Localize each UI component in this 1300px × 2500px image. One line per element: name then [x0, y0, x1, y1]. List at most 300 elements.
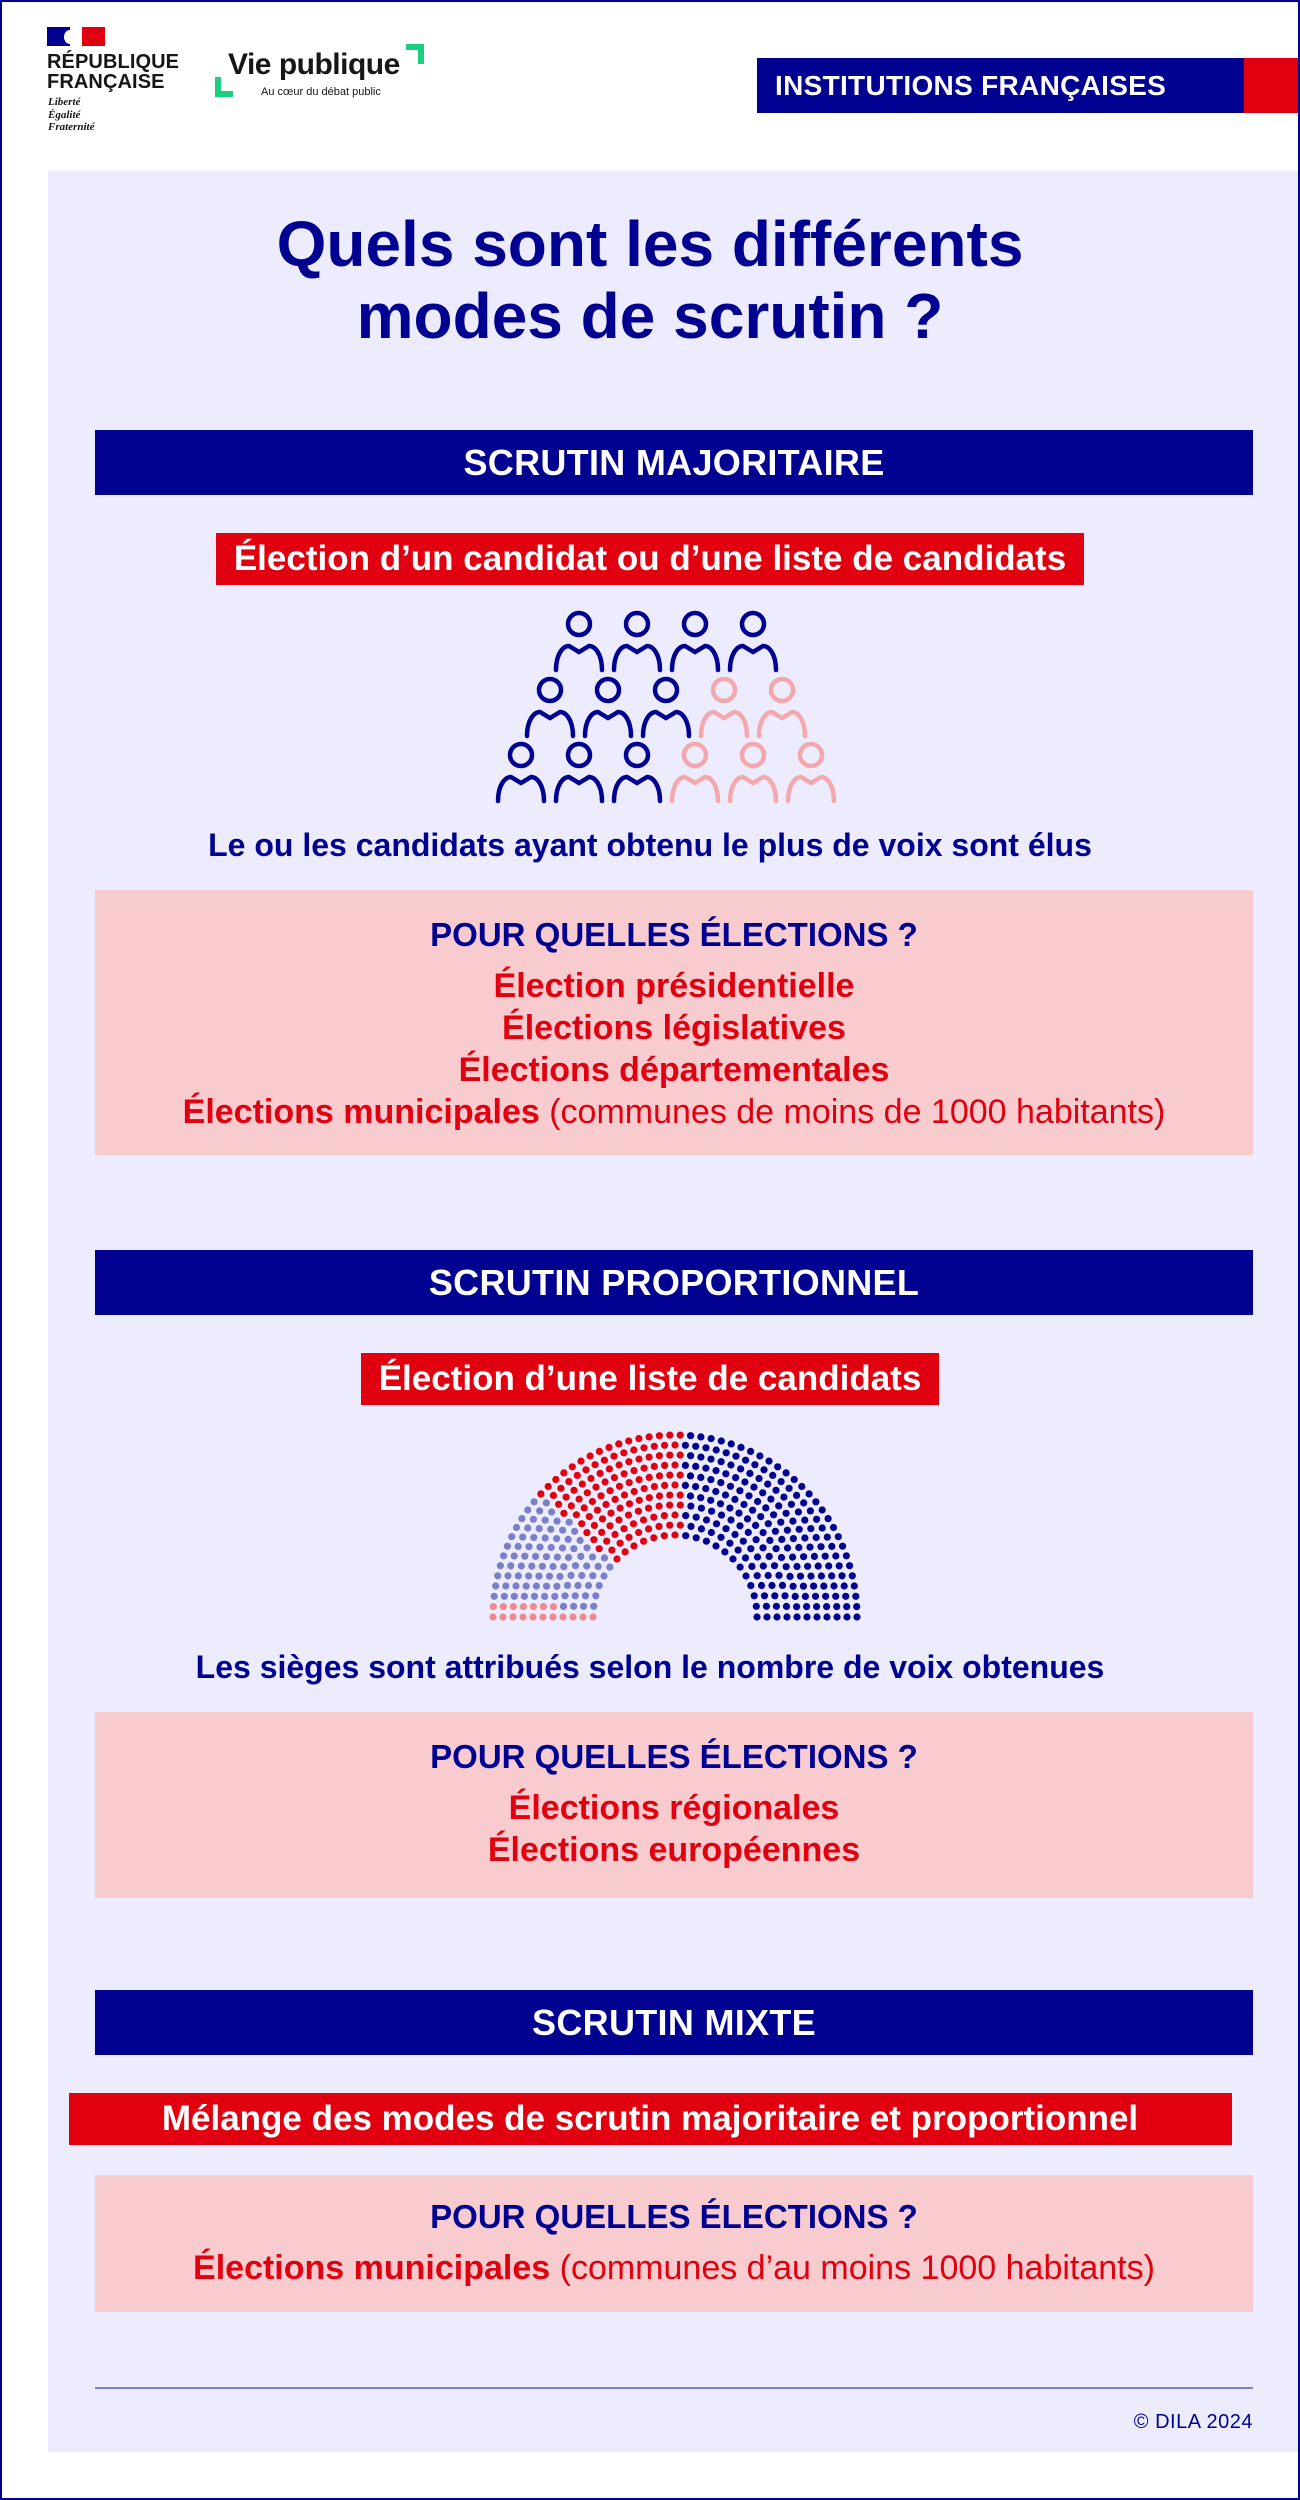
seat-dot	[511, 1593, 518, 1600]
seat-dot	[666, 1522, 673, 1529]
seat-dot	[800, 1583, 807, 1590]
seat-dot	[520, 1603, 527, 1610]
seat-dot	[591, 1522, 598, 1529]
seat-dot	[530, 1603, 537, 1610]
seat-dot	[507, 1562, 514, 1569]
seat-dot	[842, 1593, 849, 1600]
seat-dot	[597, 1470, 604, 1477]
category-label: INSTITUTIONS FRANÇAISES	[757, 58, 1244, 113]
seat-dot	[611, 1531, 618, 1538]
seat-dot	[590, 1603, 597, 1610]
seat-dot	[612, 1496, 619, 1503]
seat-dot	[793, 1603, 800, 1610]
seat-dot	[807, 1573, 814, 1580]
seat-dot	[598, 1529, 605, 1536]
seat-dot	[554, 1518, 561, 1525]
seat-dot	[646, 1454, 653, 1461]
seat-dot	[615, 1516, 622, 1523]
seat-dot	[651, 1463, 658, 1470]
seat-dot	[773, 1545, 780, 1552]
seat-dot	[671, 1481, 678, 1488]
seat-dot	[757, 1513, 764, 1520]
seat-dot	[852, 1593, 859, 1600]
seat-dot	[773, 1613, 780, 1620]
seat-dot	[656, 1492, 663, 1499]
seat-dot	[572, 1562, 579, 1569]
seat-dot	[491, 1593, 498, 1600]
seat-dot	[560, 1510, 567, 1517]
seat-dot	[687, 1523, 694, 1530]
seat-dot	[525, 1543, 532, 1550]
seat-dot	[605, 1444, 612, 1451]
seat-dot	[549, 1613, 556, 1620]
seat-dot	[532, 1553, 539, 1560]
seat-dot	[589, 1572, 596, 1579]
seat-dot	[620, 1525, 627, 1532]
seat-dot	[553, 1583, 560, 1590]
seat-dot	[838, 1572, 845, 1579]
seat-dot	[677, 1452, 684, 1459]
seat-dot	[813, 1603, 820, 1610]
seat-dot	[813, 1613, 820, 1620]
seat-dot	[764, 1481, 771, 1488]
label-wrap	[0, 2093, 1300, 2145]
seat-dot	[494, 1572, 501, 1579]
seat-dot	[492, 1582, 499, 1589]
seat-dot	[778, 1554, 785, 1561]
seat-dot	[745, 1529, 752, 1536]
section-label-proportionnel: Élection d’une liste de candidats	[361, 1353, 940, 1405]
seat-dot	[712, 1488, 719, 1495]
seat-dot	[543, 1553, 550, 1560]
seat-dot	[731, 1496, 738, 1503]
seat-dot	[804, 1563, 811, 1570]
seat-dot	[631, 1488, 638, 1495]
seat-dot	[736, 1487, 743, 1494]
election-item: Élections municipales (communes d’au moins 1000 habitants)	[193, 2249, 1155, 2287]
seat-dot	[596, 1448, 603, 1455]
seat-dot	[550, 1603, 557, 1610]
seat-dot	[822, 1553, 829, 1560]
seat-dot	[727, 1461, 734, 1468]
motto-fraternite: Fraternité	[48, 121, 95, 133]
seat-dot	[635, 1435, 642, 1442]
seat-dot	[707, 1456, 714, 1463]
seat-dot	[530, 1534, 537, 1541]
seat-dot	[742, 1572, 749, 1579]
seat-dot	[819, 1506, 826, 1513]
seat-dot	[525, 1572, 532, 1579]
seat-dot	[752, 1522, 759, 1529]
seat-dot	[606, 1465, 613, 1472]
seat-dot	[597, 1492, 604, 1499]
motto-egalite: Égalité	[48, 108, 81, 121]
seat-dot	[777, 1519, 784, 1526]
seat-dot	[585, 1582, 592, 1589]
seat-dot	[682, 1442, 689, 1449]
seat-dot	[817, 1543, 824, 1550]
seat-dot	[560, 1603, 567, 1610]
seat-dot	[790, 1535, 797, 1542]
seat-dot	[573, 1511, 580, 1518]
seat-dot	[807, 1525, 814, 1532]
seat-dot	[760, 1466, 767, 1473]
seat-dot	[722, 1470, 729, 1477]
seat-dot	[567, 1572, 574, 1579]
person-icon	[585, 679, 631, 736]
seat-dot	[783, 1603, 790, 1610]
seat-dot	[744, 1515, 751, 1522]
seat-dot	[751, 1592, 758, 1599]
seat-dot	[584, 1489, 591, 1496]
caption-proportionnel: Les sièges sont attribués selon le nombre de voix obtenues	[195, 1649, 1105, 1685]
seat-dot	[713, 1446, 720, 1453]
elections-question: POUR QUELLES ÉLECTIONS ?	[430, 1738, 918, 1775]
seat-dot	[801, 1534, 808, 1541]
seat-dot	[666, 1502, 673, 1509]
seat-dot	[539, 1563, 546, 1570]
caption-majoritaire: Le ou les candidats ayant obtenu le plus de voix sont élus	[208, 827, 1092, 863]
seat-dot	[640, 1538, 647, 1545]
seat-dot	[737, 1564, 744, 1571]
seat-dot	[537, 1490, 544, 1497]
seat-dot	[823, 1613, 830, 1620]
seat-dot	[697, 1474, 704, 1481]
seat-dot	[775, 1502, 782, 1509]
seat-dot	[830, 1582, 837, 1589]
seat-dot	[607, 1510, 614, 1517]
seat-dot	[812, 1593, 819, 1600]
seat-dot	[565, 1554, 572, 1561]
seat-dot	[650, 1534, 657, 1541]
seat-dot	[819, 1524, 826, 1531]
person-icon	[498, 744, 544, 801]
seat-dot	[641, 1465, 648, 1472]
seat-dot	[753, 1613, 760, 1620]
seat-dot	[630, 1520, 637, 1527]
seat-dot	[677, 1472, 684, 1479]
seat-dot	[536, 1507, 543, 1514]
seat-dot	[549, 1563, 556, 1570]
seat-dot	[708, 1435, 715, 1442]
person-icon	[614, 744, 660, 801]
seat-dot	[813, 1516, 820, 1523]
seat-dot	[519, 1534, 526, 1541]
seat-dot	[615, 1440, 622, 1447]
seat-dot	[742, 1554, 749, 1561]
seat-dot	[608, 1547, 615, 1554]
seat-dot	[636, 1476, 643, 1483]
seat-dot	[568, 1502, 575, 1509]
seat-dot	[717, 1500, 724, 1507]
seat-dot	[646, 1433, 653, 1440]
seat-dot	[566, 1519, 573, 1526]
seat-dot	[577, 1553, 584, 1560]
seat-dot	[780, 1494, 787, 1501]
seat-dot	[726, 1540, 733, 1547]
seat-dot	[759, 1489, 766, 1496]
seat-dot	[548, 1508, 555, 1515]
section-heading-mixte: SCRUTIN MIXTE	[95, 1990, 1253, 2055]
seat-dot	[793, 1492, 800, 1499]
seat-dot	[531, 1498, 538, 1505]
seat-dot	[747, 1448, 754, 1455]
seat-dot	[823, 1603, 830, 1610]
seat-dot	[697, 1454, 704, 1461]
seat-dot	[795, 1544, 802, 1551]
seat-dot	[712, 1467, 719, 1474]
person-icon	[759, 679, 805, 736]
seat-dot	[702, 1444, 709, 1451]
seat-dot	[703, 1538, 710, 1545]
seat-dot	[530, 1516, 537, 1523]
seat-dot	[742, 1457, 749, 1464]
seat-dot	[531, 1593, 538, 1600]
seat-dot	[693, 1534, 700, 1541]
person-icon	[556, 744, 602, 801]
person-icon	[527, 679, 573, 736]
seat-dot	[833, 1613, 840, 1620]
seat-dot	[596, 1582, 603, 1589]
seat-dot	[636, 1497, 643, 1504]
seat-dot	[723, 1449, 730, 1456]
seat-dot	[791, 1476, 798, 1483]
seat-dot	[518, 1515, 525, 1522]
seat-dot	[713, 1520, 720, 1527]
seat-dot	[802, 1593, 809, 1600]
seat-dot	[736, 1522, 743, 1529]
seat-dot	[726, 1505, 733, 1512]
seat-dot	[552, 1476, 559, 1483]
seat-dot	[524, 1506, 531, 1513]
seat-dot	[540, 1603, 547, 1610]
seat-dot	[626, 1479, 633, 1486]
seat-dot	[731, 1531, 738, 1538]
seat-dot	[569, 1613, 576, 1620]
seat-dot	[771, 1592, 778, 1599]
seat-dot	[630, 1446, 637, 1453]
seat-dot	[651, 1443, 658, 1450]
seat-dot	[722, 1525, 729, 1532]
seat-dot	[645, 1505, 652, 1512]
seat-dot	[580, 1603, 587, 1610]
seat-dot	[828, 1543, 835, 1550]
seat-dot	[600, 1572, 607, 1579]
seat-dot	[749, 1507, 756, 1514]
seat-dot	[515, 1543, 522, 1550]
election-item: Élections départementales	[458, 1051, 890, 1089]
seat-dot	[761, 1592, 768, 1599]
seat-dot	[820, 1583, 827, 1590]
seat-dot	[528, 1563, 535, 1570]
seat-dot	[812, 1498, 819, 1505]
seat-dot	[635, 1456, 642, 1463]
seat-dot	[732, 1474, 739, 1481]
seat-dot	[666, 1452, 673, 1459]
election-item: Élections municipales (communes de moins de 1000 habitants)	[182, 1093, 1166, 1131]
seat-dot	[760, 1529, 767, 1536]
seat-dot	[843, 1552, 850, 1559]
seat-dot	[754, 1572, 761, 1579]
seat-dot	[798, 1483, 805, 1490]
seat-dot	[754, 1553, 761, 1560]
seat-dot	[630, 1542, 637, 1549]
elections-box-mixte	[95, 2175, 1253, 2312]
seat-dot	[718, 1512, 725, 1519]
seat-dot	[640, 1516, 647, 1523]
seat-dot	[707, 1497, 714, 1504]
seat-dot	[583, 1544, 590, 1551]
seat-dot	[775, 1572, 782, 1579]
seat-dot	[607, 1487, 614, 1494]
rf-line2: FRANÇAISE	[47, 71, 165, 93]
seat-dot	[512, 1582, 519, 1589]
seat-dot	[554, 1554, 561, 1561]
seat-dot	[596, 1545, 603, 1552]
seat-dot	[563, 1494, 570, 1501]
seat-dot	[616, 1483, 623, 1490]
seat-dot	[599, 1515, 606, 1522]
seat-dot	[721, 1548, 728, 1555]
seat-dot	[851, 1582, 858, 1589]
seat-dot	[656, 1452, 663, 1459]
seat-dot	[763, 1613, 770, 1620]
seat-dot	[666, 1472, 673, 1479]
seat-dot	[536, 1544, 543, 1551]
seat-dot	[712, 1542, 719, 1549]
seat-dot	[536, 1525, 543, 1532]
seat-dot	[574, 1472, 581, 1479]
seat-dot	[666, 1492, 673, 1499]
seat-dot	[697, 1494, 704, 1501]
seat-dot	[661, 1532, 668, 1539]
seat-dot	[583, 1562, 590, 1569]
seat-dot	[835, 1533, 842, 1540]
seat-dot	[656, 1503, 663, 1510]
seat-dot	[825, 1515, 832, 1522]
seat-dot	[682, 1532, 689, 1539]
seat-dot	[797, 1573, 804, 1580]
seat-dot	[560, 1563, 567, 1570]
seat-dot	[661, 1512, 668, 1519]
seat-dot	[708, 1508, 715, 1515]
seat-dot	[729, 1555, 736, 1562]
seat-dot	[533, 1583, 540, 1590]
seat-dot	[640, 1444, 647, 1451]
seat-dot	[751, 1461, 758, 1468]
seat-dot	[718, 1458, 725, 1465]
seat-dot	[625, 1458, 632, 1465]
seat-dot	[772, 1528, 779, 1535]
seat-dot	[559, 1613, 566, 1620]
seat-dot	[656, 1432, 663, 1439]
seat-dot	[682, 1462, 689, 1469]
label-wrap	[0, 1353, 1300, 1405]
election-item: Élection présidentielle	[493, 967, 855, 1005]
seat-dot	[828, 1572, 835, 1579]
seat-dot	[807, 1507, 814, 1514]
seat-dot	[768, 1582, 775, 1589]
seat-dot	[790, 1583, 797, 1590]
seat-dot	[617, 1540, 624, 1547]
seat-dot	[747, 1582, 754, 1589]
seat-dot	[490, 1603, 497, 1610]
seat-dot	[754, 1498, 761, 1505]
seat-dot	[732, 1453, 739, 1460]
seat-dot	[560, 1469, 567, 1476]
seat-dot	[489, 1613, 496, 1620]
seat-dot	[570, 1487, 577, 1494]
seat-dot	[682, 1512, 689, 1519]
person-icon	[672, 744, 718, 801]
seat-dot	[579, 1613, 586, 1620]
seat-dot	[786, 1573, 793, 1580]
seat-dot	[592, 1461, 599, 1468]
seat-dot	[728, 1440, 735, 1447]
seat-dot	[784, 1527, 791, 1534]
seat-dot	[789, 1518, 796, 1525]
seat-dot	[509, 1613, 516, 1620]
seat-dot	[702, 1465, 709, 1472]
seat-dot	[737, 1465, 744, 1472]
seat-dot	[513, 1524, 520, 1531]
seat-dot	[610, 1453, 617, 1460]
seat-dot	[766, 1537, 773, 1544]
seat-dot	[671, 1511, 678, 1518]
seat-dot	[501, 1593, 508, 1600]
seat-dot	[529, 1613, 536, 1620]
seat-dot	[839, 1543, 846, 1550]
seat-dot	[587, 1452, 594, 1459]
seat-dot	[778, 1536, 785, 1543]
seat-dot	[611, 1474, 618, 1481]
seat-dot	[569, 1463, 576, 1470]
seat-dot	[547, 1526, 554, 1533]
elections-question: POUR QUELLES ÉLECTIONS ?	[430, 916, 918, 953]
elections-question: POUR QUELLES ÉLECTIONS ?	[430, 2198, 918, 2235]
seat-dot	[543, 1583, 550, 1590]
seat-dot	[747, 1545, 754, 1552]
seat-dot	[616, 1461, 623, 1468]
seat-dot	[753, 1536, 760, 1543]
election-item: Élections européennes	[487, 1831, 861, 1869]
seat-dot	[577, 1537, 584, 1544]
seat-dot	[727, 1483, 734, 1490]
seat-dot	[621, 1491, 628, 1498]
seat-dot	[748, 1563, 755, 1570]
seat-dot	[756, 1452, 763, 1459]
vie-publique-logo: Vie publique	[228, 48, 400, 81]
seat-dot	[650, 1514, 657, 1521]
election-item: Élections législatives	[502, 1009, 846, 1047]
seat-dot	[677, 1522, 684, 1529]
seat-dot	[555, 1501, 562, 1508]
seat-dot	[655, 1523, 662, 1530]
seat-dot	[572, 1592, 579, 1599]
seat-dot	[687, 1472, 694, 1479]
seat-dot	[646, 1474, 653, 1481]
seat-dot	[783, 1510, 790, 1517]
section-label-majoritaire: Élection d’un candidat ou d’une liste de candidats	[216, 533, 1084, 585]
seat-dot	[772, 1487, 779, 1494]
seat-dot	[621, 1470, 628, 1477]
seat-dot	[620, 1449, 627, 1456]
seat-dot	[771, 1562, 778, 1569]
seat-dot	[692, 1463, 699, 1470]
seat-dot	[774, 1463, 781, 1470]
seat-dot	[818, 1572, 825, 1579]
seat-dot	[499, 1613, 506, 1620]
